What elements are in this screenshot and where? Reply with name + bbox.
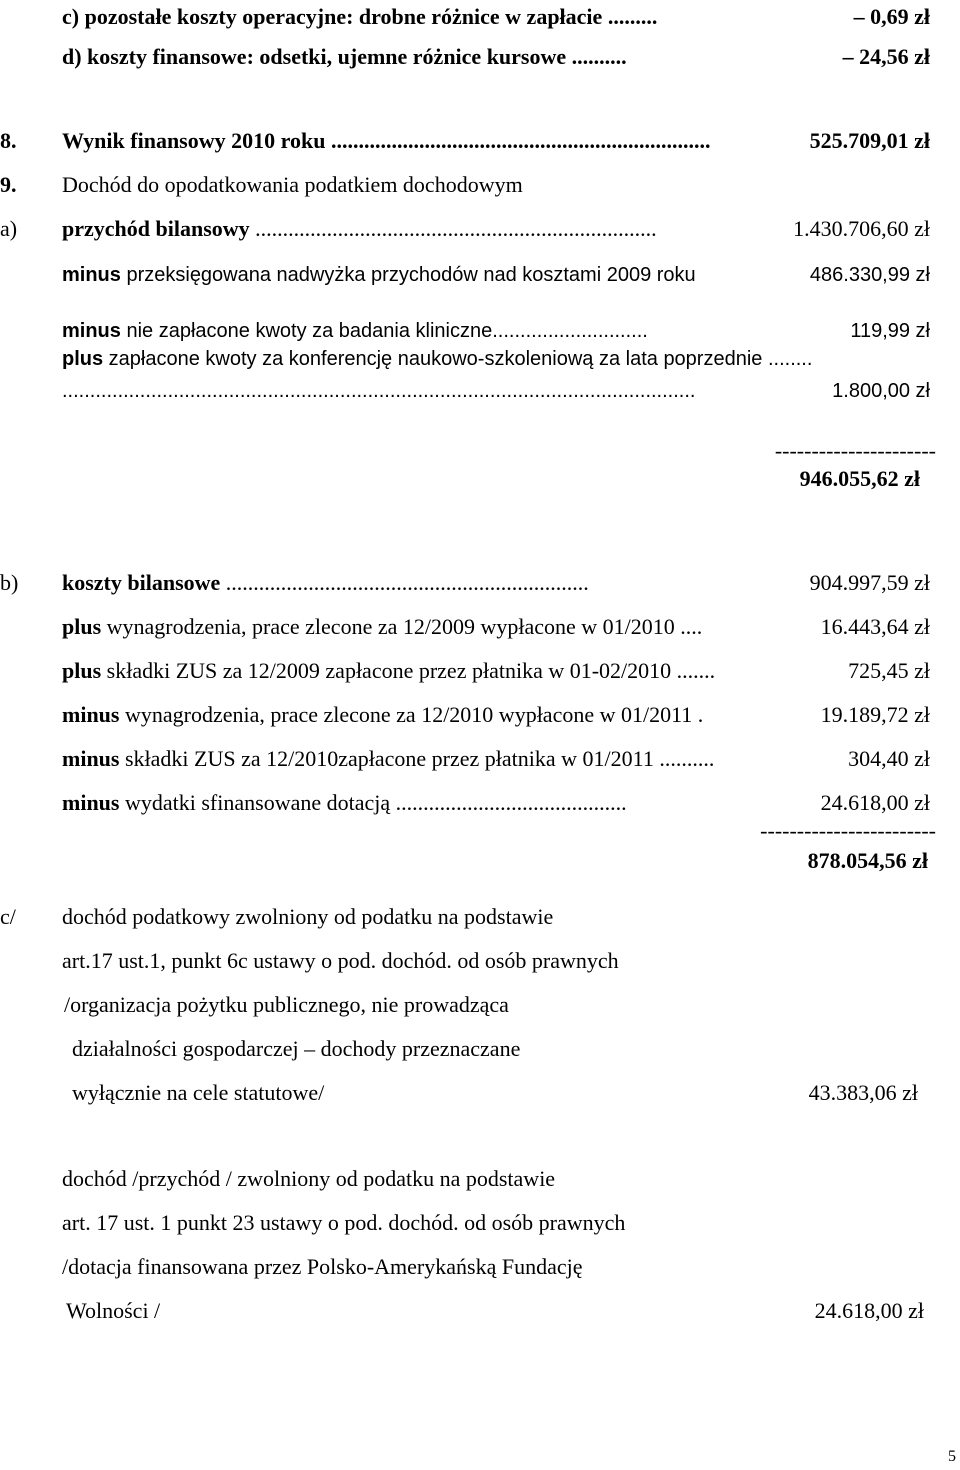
part-b-row-2-keyword: plus [62, 658, 102, 683]
item-d-label: d) koszty finansowe: odsetki, ujemne różnice kursowe [62, 44, 567, 69]
part-c-line-3: /organizacja pożytku publicznego, nie prowadząca [64, 992, 509, 1017]
part-b-row-2-dots: ....... [671, 658, 716, 683]
part-b-row-5-dots: .......................................... [390, 790, 627, 815]
part-a-row1 [62, 262, 696, 288]
part-c-line-1: dochód podatkowy zwolniony od podatku na podstawie [62, 904, 554, 929]
item-8-line [62, 128, 710, 154]
part-b-line [62, 570, 589, 596]
part-a-value: 1.430.706,60 zł [793, 216, 930, 241]
item-c-label: c) pozostałe koszty operacyjne: drobne różnice w zapłacie [62, 4, 603, 29]
item-8-dots: ..................................................................... [325, 128, 711, 153]
item-c-line [62, 4, 657, 30]
item-c-dots: ......... [602, 4, 658, 29]
part-b-dots: .................................................................. [220, 570, 589, 595]
part-d-line-1: dochód /przychód / zwolniony od podatku na podstawie [62, 1166, 556, 1191]
part-a-letter: a) [0, 216, 18, 241]
part-b-separator: ------------------------ [760, 818, 936, 843]
item-8-number: 8. [0, 128, 17, 153]
item-8-value: 525.709,01 zł [809, 128, 930, 153]
part-d-value: 24.618,00 zł [814, 1298, 924, 1323]
item-d-line [62, 44, 627, 70]
part-c-letter: c/ [0, 904, 16, 929]
part-a-row3 [62, 346, 812, 372]
item-9-number: 9. [0, 172, 17, 197]
part-a-separator: ---------------------- [774, 438, 936, 463]
part-b-row-3 [62, 702, 703, 728]
part-a-total: 946.055,62 zł [799, 466, 920, 491]
part-b-row-4-value: 304,40 zł [848, 746, 930, 771]
part-b-row-1-keyword: plus [62, 614, 102, 639]
part-b-value: 904.997,59 zł [809, 570, 930, 595]
part-b-row-4-keyword: minus [62, 746, 120, 771]
part-b-row-1-dots: .... [674, 614, 703, 639]
part-a-row3-dots2: .................................................................................................................. [62, 380, 696, 402]
item-c-value: – 0,69 zł [853, 4, 930, 29]
part-b-row-1 [62, 614, 702, 640]
part-b-row-5 [62, 790, 627, 816]
part-d-line-3: /dotacja finansowana przez Polsko-Amerykańską Fundację [62, 1254, 583, 1279]
part-b-row-3-keyword: minus [62, 702, 120, 727]
part-a-row3-keyword: plus [62, 348, 104, 370]
part-c-value: 43.383,06 zł [808, 1080, 918, 1105]
part-b-row-1-value: 16.443,64 zł [820, 614, 930, 639]
part-c-line-4: działalności gospodarczej – dochody przeznaczane [72, 1036, 521, 1061]
part-a-row2-dots: ............................ [492, 320, 648, 342]
part-a-dots: ......................................................................... [249, 216, 657, 241]
page-number: 5 [948, 1448, 956, 1465]
part-b-row-2 [62, 658, 715, 684]
part-d-line-4: Wolności / [66, 1298, 161, 1323]
part-c-line-5: wyłącznie na cele statutowe/ [72, 1080, 325, 1105]
part-a-line [62, 216, 657, 242]
part-b-row-3-dots: . [692, 702, 704, 727]
part-c-line-2: art.17 ust.1, punkt 6c ustawy o pod. dochód. od osób prawnych [62, 948, 619, 973]
item-9-label: Dochód do opodatkowania podatkiem dochodowym [62, 172, 523, 197]
part-b-row-2-text: składki ZUS za 12/2009 zapłacone przez płatnika w 01-02/2010 [101, 658, 672, 683]
part-b-row-4-dots: .......... [653, 746, 715, 771]
part-b-row-4 [62, 746, 714, 772]
part-a-row3-dots1: ........ [762, 348, 813, 370]
part-a-row2-value: 119,99 zł [850, 320, 930, 342]
part-b-row-2-value: 725,45 zł [848, 658, 930, 683]
part-b-title: koszty bilansowe [62, 570, 221, 595]
part-a-row3-text: zapłacone kwoty za konferencję naukowo-szkoleniową za lata poprzednie [103, 348, 763, 370]
part-b-row-3-value: 19.189,72 zł [820, 702, 930, 727]
part-b-row-5-keyword: minus [62, 790, 120, 815]
part-d-line-2: art. 17 ust. 1 punkt 23 ustawy o pod. dochód. od osób prawnych [62, 1210, 626, 1235]
part-b-row-5-text: wydatki sfinansowane dotacją [119, 790, 391, 815]
part-a-row3-value: 1.800,00 zł [832, 380, 930, 402]
item-d-value: – 24,56 zł [842, 44, 930, 69]
part-b-row-1-text: wynagrodzenia, prace zlecone za 12/2009 wypłacone w 01/2010 [101, 614, 675, 639]
part-b-total: 878.054,56 zł [807, 848, 928, 873]
part-b-row-3-text: wynagrodzenia, prace zlecone za 12/2010 wypłacone w 01/2011 [119, 702, 693, 727]
part-a-row2-text: nie zapłacone kwoty za badania kliniczne [120, 320, 493, 342]
item-d-dots: .......... [566, 44, 627, 69]
part-a-row1-text: przeksięgowana nadwyżka przychodów nad kosztami 2009 roku [120, 264, 696, 286]
part-b-row-4-text: składki ZUS za 12/2010zapłacone przez płatnika w 01/2011 [119, 746, 654, 771]
item-8-label: Wynik finansowy 2010 roku [62, 128, 326, 153]
part-a-row1-keyword: minus [62, 264, 121, 286]
part-a-row2-keyword: minus [62, 320, 121, 342]
part-a-row1-value: 486.330,99 zł [809, 264, 930, 286]
part-b-letter: b) [0, 570, 19, 595]
part-a-row2 [62, 318, 648, 344]
part-b-row-5-value: 24.618,00 zł [820, 790, 930, 815]
part-a-title: przychód bilansowy [62, 216, 250, 241]
